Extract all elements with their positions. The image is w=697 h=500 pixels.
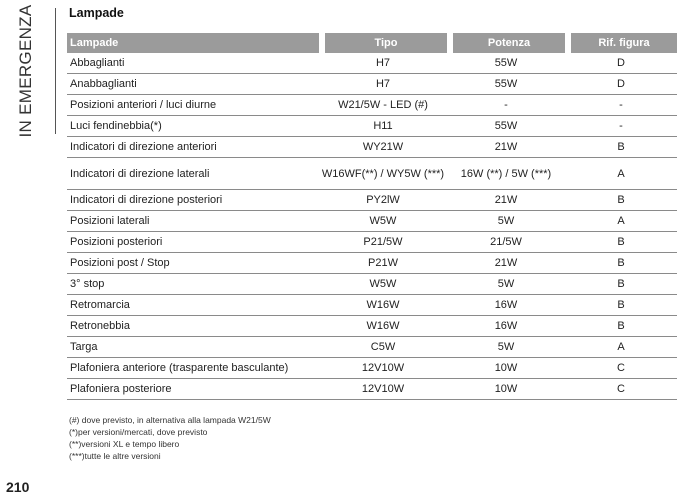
header-lampade: Lampade bbox=[67, 33, 319, 53]
header-rif-figura: Rif. figura bbox=[571, 33, 677, 53]
figure-ref-cell: A bbox=[565, 337, 677, 358]
lamp-power-cell: 5W bbox=[447, 337, 565, 358]
lamp-type-cell: W5W bbox=[319, 211, 447, 232]
table-row bbox=[67, 337, 677, 358]
lamp-type-cell: 12V10W bbox=[319, 358, 447, 379]
lamp-power-cell: 55W bbox=[447, 116, 565, 137]
lamp-power-cell: 55W bbox=[447, 74, 565, 95]
lamp-type-cell: P21/5W bbox=[319, 232, 447, 253]
table-row bbox=[67, 137, 677, 158]
footnote: (**)versioni XL e tempo libero bbox=[69, 439, 180, 449]
figure-ref-cell: B bbox=[565, 295, 677, 316]
lamp-name-cell: Indicatori di direzione posteriori bbox=[67, 190, 319, 211]
table-row bbox=[67, 95, 677, 116]
lamp-name-cell: Plafoniera posteriore bbox=[67, 379, 319, 400]
table-row bbox=[67, 74, 677, 95]
figure-ref-cell: D bbox=[565, 74, 677, 95]
table-row bbox=[67, 358, 677, 379]
side-section-title-text: IN EMERGENZA bbox=[16, 4, 35, 138]
lamp-name-cell: Posizioni posteriori bbox=[67, 232, 319, 253]
lamp-type-cell: W5W bbox=[319, 274, 447, 295]
table-row bbox=[67, 379, 677, 400]
lamp-name-cell: Posizioni laterali bbox=[67, 211, 319, 232]
lamp-type-cell: PY2lW bbox=[319, 190, 447, 211]
lamp-type-cell: W16W bbox=[319, 316, 447, 337]
figure-ref-cell: D bbox=[565, 53, 677, 74]
footnote: (#) dove previsto, in alternativa alla lampada W21/5W bbox=[69, 415, 271, 425]
figure-ref-cell: - bbox=[565, 116, 677, 137]
footnote: (***)tutte le altre versioni bbox=[69, 451, 161, 461]
lamp-power-cell: 5W bbox=[447, 211, 565, 232]
lamp-power-cell: 10W bbox=[447, 358, 565, 379]
lamp-type-cell: H7 bbox=[319, 53, 447, 74]
figure-ref-cell: B bbox=[565, 253, 677, 274]
lamps-table bbox=[67, 33, 677, 400]
lamp-power-cell: 16W bbox=[447, 295, 565, 316]
lamp-name-cell: Retronebbia bbox=[67, 316, 319, 337]
table-header-row bbox=[67, 33, 677, 53]
side-section-title bbox=[10, 4, 42, 138]
lamp-type-cell: W16WF(**) / WY5W (***) bbox=[319, 158, 447, 190]
lamp-power-cell: 21/5W bbox=[447, 232, 565, 253]
lamp-power-cell: 16W (**) / 5W (***) bbox=[447, 158, 565, 190]
figure-ref-cell: C bbox=[565, 379, 677, 400]
table-row bbox=[67, 158, 677, 190]
lamp-power-cell: 55W bbox=[447, 53, 565, 74]
lamp-name-cell: 3° stop bbox=[67, 274, 319, 295]
lamp-name-cell: Indicatori di direzione anteriori bbox=[67, 137, 319, 158]
lamp-type-cell: W16W bbox=[319, 295, 447, 316]
table-row bbox=[67, 295, 677, 316]
table-row bbox=[67, 211, 677, 232]
figure-ref-cell: A bbox=[565, 211, 677, 232]
lamp-name-cell: Retromarcia bbox=[67, 295, 319, 316]
figure-ref-cell: B bbox=[565, 274, 677, 295]
figure-ref-cell: - bbox=[565, 95, 677, 116]
header-tipo: Tipo bbox=[325, 33, 447, 53]
figure-ref-cell: A bbox=[565, 158, 677, 190]
lamp-name-cell: Anabbaglianti bbox=[67, 74, 319, 95]
lamp-power-cell: 21W bbox=[447, 137, 565, 158]
footnote: (*)per versioni/mercati, dove previsto bbox=[69, 427, 208, 437]
figure-ref-cell: B bbox=[565, 232, 677, 253]
table-row bbox=[67, 316, 677, 337]
page-number: 210 bbox=[6, 479, 30, 495]
lamp-type-cell: W21/5W - LED (#) bbox=[319, 95, 447, 116]
lamp-power-cell: 5W bbox=[447, 274, 565, 295]
lamp-name-cell: Luci fendinebbia(*) bbox=[67, 116, 319, 137]
table-row bbox=[67, 53, 677, 74]
lamp-type-cell: C5W bbox=[319, 337, 447, 358]
lamp-name-cell: Plafoniera anteriore (trasparente basculante) bbox=[67, 358, 319, 379]
lamp-name-cell: Indicatori di direzione laterali bbox=[67, 158, 319, 190]
lamp-type-cell: 12V10W bbox=[319, 379, 447, 400]
lamp-power-cell: - bbox=[447, 95, 565, 116]
table-row bbox=[67, 116, 677, 137]
section-heading: Lampade bbox=[69, 6, 124, 20]
figure-ref-cell: B bbox=[565, 190, 677, 211]
lamp-power-cell: 16W bbox=[447, 316, 565, 337]
figure-ref-cell: B bbox=[565, 137, 677, 158]
figure-ref-cell: C bbox=[565, 358, 677, 379]
table-row bbox=[67, 190, 677, 211]
lamp-name-cell: Posizioni anteriori / luci diurne bbox=[67, 95, 319, 116]
lamp-power-cell: 21W bbox=[447, 190, 565, 211]
lamp-type-cell: WY21W bbox=[319, 137, 447, 158]
lamp-power-cell: 21W bbox=[447, 253, 565, 274]
lamp-name-cell: Abbaglianti bbox=[67, 53, 319, 74]
lamp-type-cell: H11 bbox=[319, 116, 447, 137]
lamp-name-cell: Posizioni post / Stop bbox=[67, 253, 319, 274]
table-row bbox=[67, 232, 677, 253]
lamp-power-cell: 10W bbox=[447, 379, 565, 400]
table-row bbox=[67, 253, 677, 274]
lamp-name-cell: Targa bbox=[67, 337, 319, 358]
lamp-type-cell: H7 bbox=[319, 74, 447, 95]
lamp-type-cell: P21W bbox=[319, 253, 447, 274]
table-row bbox=[67, 274, 677, 295]
header-potenza: Potenza bbox=[453, 33, 565, 53]
figure-ref-cell: B bbox=[565, 316, 677, 337]
footnotes bbox=[69, 414, 271, 462]
side-divider bbox=[55, 8, 56, 134]
